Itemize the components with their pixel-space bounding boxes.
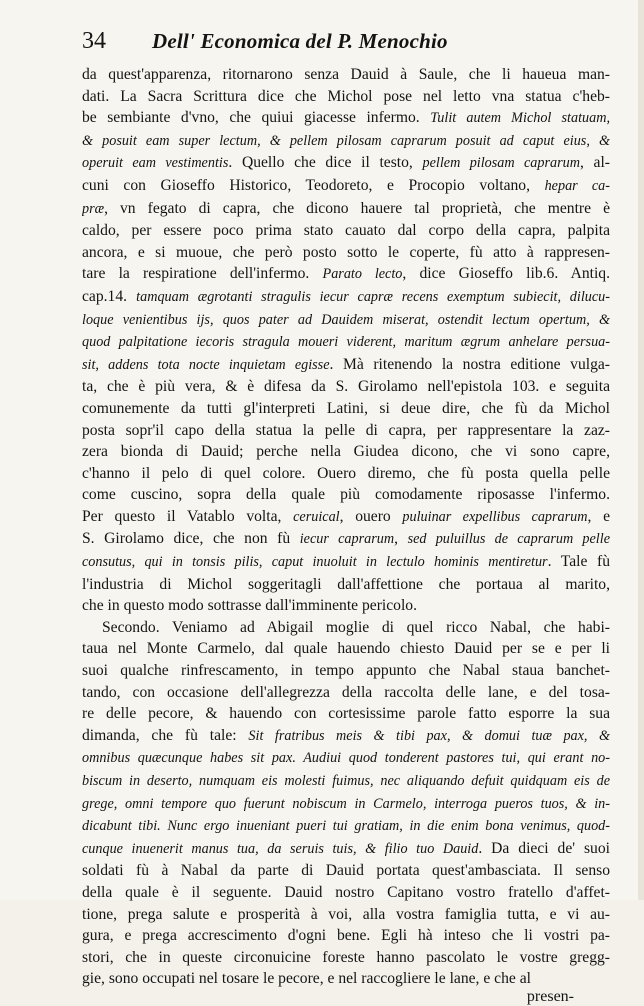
text-line (82, 904, 610, 926)
text-line (82, 309, 610, 332)
text-line (82, 484, 610, 506)
text-run: . Mà ritenendo la nostra editione vulga- (329, 355, 610, 373)
latin-quote: grege, omni tempore quo fuerunt nobiscum in Carmelo, interroga pueros tuos, & in- (82, 795, 610, 812)
text-line (82, 376, 610, 398)
text-line (82, 286, 610, 309)
text-run: caldo, per essere poco prima stato cauato dal corpo della capra, palpita (82, 222, 610, 240)
page-header (82, 28, 610, 62)
text-line (82, 860, 610, 882)
text-line (82, 660, 610, 682)
page-edge (638, 0, 644, 900)
text-line (82, 107, 610, 130)
text-run: , (394, 530, 408, 548)
text-run: che in questo modo sottrasse dall'imminente pericolo. (82, 597, 417, 615)
text-run: tare la respiratione dell'infermo. (82, 265, 323, 283)
latin-quote: quod palpitatione iecoris stragula moueri viderent, maritum ægrum anhelare persua- (82, 334, 610, 351)
text-line (82, 947, 610, 969)
text-run: taua nel Monte Carmelo, dal quale hauendo chiesto Dauid per se e per li (82, 640, 610, 658)
page-number: 34 (82, 28, 106, 54)
text-run: dimanda, che fù tale: (82, 726, 249, 744)
text-line (82, 617, 610, 639)
text-line (82, 725, 610, 748)
catchword: presen- (526, 987, 574, 1005)
text-line (82, 220, 610, 242)
latin-quote: iecur caprarum (299, 531, 395, 548)
text-line (82, 638, 610, 660)
latin-quote: Sit fratribus meis & tibi pax, & domui tuæ pax, & (248, 727, 610, 744)
latin-quote: sit, addens tota nocte inquietam egisse (82, 356, 330, 373)
text-line (82, 441, 610, 463)
text-run: , al- (579, 154, 610, 172)
latin-quote: ceruical (293, 508, 340, 525)
text-line (82, 838, 610, 861)
text-line (82, 331, 610, 354)
text-run: stori, che in queste circonuicine foreste hanno pascolato le vostre gregg- (82, 948, 610, 966)
running-title: Dell' Economica del P. Menochio (152, 29, 448, 53)
text-run: ta, che è più vera, & è difesa da S. Girolamo nell'epistola 103. e seguita (82, 378, 610, 396)
text-line (82, 420, 610, 442)
text-line (82, 574, 610, 596)
latin-quote: biscum in deserto, numquam eis molesti fuimus, nec aliquando defuit quidquam eis de (82, 773, 610, 789)
text-line (82, 815, 610, 838)
text-line (82, 882, 610, 904)
latin-quote: sed puluillus de caprarum pelle (407, 531, 610, 548)
text-line (82, 242, 610, 264)
text-line (82, 175, 610, 198)
latin-quote: tamquam ægrotanti stragulis iecur capræ recens exemptum subiecit, dilucu- (136, 288, 610, 305)
paragraph-1 (82, 64, 610, 617)
text-run: dati. La Sacra Scrittura dice che Michol pose nel letto vna statua c'heb- (82, 87, 610, 105)
text-run: suoi qualche rinfrescamento, in tempo appunto che Nabal staua banchet- (82, 662, 610, 680)
text-line (82, 152, 610, 175)
text-line (82, 703, 610, 725)
text-line (82, 925, 610, 947)
text-run: zera bionda di Dauid; perche nella Giudea dicono, che vi sono capre, (82, 443, 610, 461)
text-line (82, 747, 610, 770)
text-line (82, 506, 610, 529)
latin-quote: operuit eam vestimentis (82, 155, 229, 172)
text-run: cuni con Gioseffo Historico, Teodoreto, e Procopio voltano, (82, 176, 545, 194)
text-run: tando, con occasione dell'allegrezza della raccolta delle lane, e del tosa- (82, 683, 610, 701)
text-run: l'industria di Michol soggeritagli dall'affettione che portaua al marito, (82, 575, 610, 593)
text-run: . Quello che dice il testo, (228, 154, 423, 172)
latin-quote: cunque inuenerit manus tua, da seruis tuis, & filio tuo Dauid (82, 840, 479, 857)
latin-quote: loque venientibus ijs, quos pater ad Dauidem miserat, ostendit lectum opertum, & (82, 311, 610, 328)
text-run: gura, e prega accrescimento d'ogni bene. Egli hà inteso che li vostri pa- (82, 927, 610, 945)
text-run: tione, prega salute e prosperità à voi, alla vostra famiglia tutta, e vi au- (82, 905, 610, 923)
text-run: gie, sono occupati nel tosare le pecore, e nel raccogliere le lane, e che al (82, 970, 531, 988)
text-run: Secondo. Veniamo ad Abigail moglie di quel ricco Nabal, che habi- (102, 618, 610, 636)
text-line (82, 793, 610, 816)
text-run: soldati fù à Nabal da parte di Dauid portata quest'ambasciata. Il senso (82, 862, 610, 880)
paragraph-2 (82, 617, 610, 990)
latin-quote: hepar ca- (544, 177, 610, 194)
text-line (82, 398, 610, 420)
text-line (82, 682, 610, 704)
latin-quote: omnibus quæcunque habes sit pax. Audiui quod tonderent pastores tui, qui erant no- (82, 750, 610, 767)
text-run: cap.14. (82, 287, 137, 305)
text-line (82, 551, 610, 574)
text-line (82, 528, 610, 551)
text-line (82, 354, 610, 377)
text-run: della quale è il seguente. Dauid nostro Capitano vostro fratello d'affet- (82, 883, 610, 901)
text-line (82, 86, 610, 108)
text-line (82, 130, 610, 153)
latin-quote: puluinar expellibus caprarum (402, 508, 588, 525)
latin-quote: præ (82, 200, 105, 217)
latin-quote: Parato lecto (322, 266, 403, 283)
text-line (82, 198, 610, 221)
text-run: Per questo il Vatablo volta, (82, 507, 294, 525)
latin-quote: dicabunt tibi. Nunc ergo inueniant pueri tui gratiam, in die enim bona venimus, quod- (82, 818, 610, 835)
text-run: , ouero (339, 507, 403, 525)
text-run: c'hanno il pelo di quel colore. Ouero diremo, che fù posta quella pelle (82, 464, 610, 482)
text-line (82, 595, 610, 617)
text-run: comunemente da tutti gl'interpreti Latini, si deue dire, che fù da Michol (82, 399, 610, 417)
text-run: be sembiante d'vno, che quiui giacesse infermo. (82, 109, 431, 127)
text-run: re delle pecore, & hauendo con cortesissime parole fatto esporre la sua (82, 705, 610, 723)
text-line (82, 770, 610, 793)
text-run: , dice Gioseffo lib.6. Antiq. (402, 265, 610, 283)
text-run: posta sopr'il capo della statua la pelle di capra, per rappresentare la zaz- (82, 421, 610, 439)
text-run: ancora, e si muoue, che però posto sotto le coperte, fù atto à rappresen- (82, 243, 610, 261)
text-run: , e (587, 507, 610, 525)
text-run: da quest'apparenza, ritornarono senza Dauid à Saule, che li haueua man- (82, 66, 610, 83)
text-line (82, 263, 610, 286)
latin-quote: Tulit autem Michol statuam, (430, 110, 610, 127)
text-line (82, 463, 610, 485)
latin-quote: & posuit eam super lectum, & pellem pilosam caprarum posuit ad caput eius, & (82, 132, 610, 149)
text-run: S. Girolamo dice, che non fù (82, 530, 300, 548)
text-run: , vn fegato di capra, che dicono hauere tal proprietà, che mentre è (104, 199, 610, 217)
text-run: come cuscino, sopra della quale più comodamente riposasse l'infermo. (82, 486, 610, 504)
text-line (82, 968, 610, 990)
latin-quote: pellem pilosam caprarum (422, 155, 580, 172)
text-line (82, 64, 610, 86)
latin-quote: consutus, qui in tonsis pilis, caput inuoluit in lectulo hominis mentiretur (82, 554, 548, 571)
text-run: . Da dieci de' suoi (478, 839, 610, 857)
text-run: . Tale fù (547, 553, 610, 571)
